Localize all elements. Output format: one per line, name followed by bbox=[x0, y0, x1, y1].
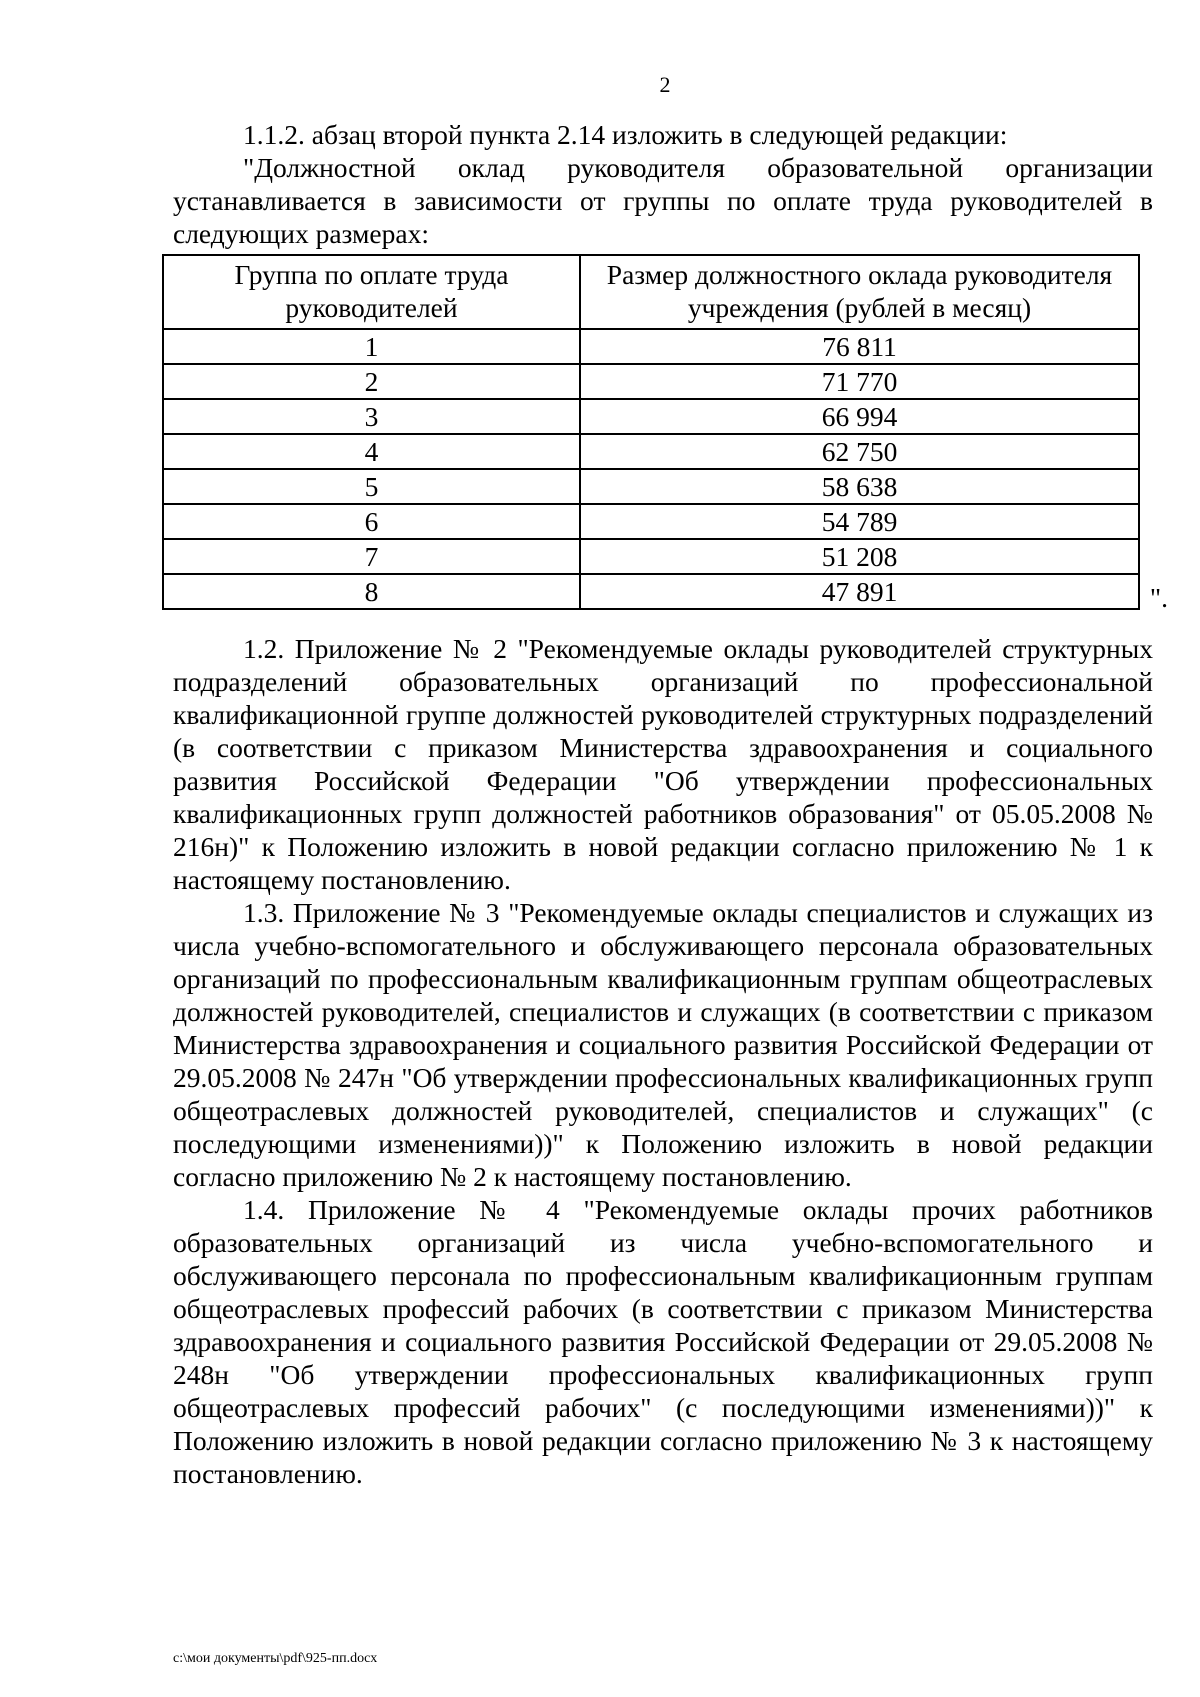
cell-group: 3 bbox=[163, 399, 580, 434]
document-body bbox=[173, 118, 1168, 1490]
table-row bbox=[163, 504, 1139, 539]
cell-salary: 51 208 bbox=[580, 539, 1139, 574]
table-row bbox=[163, 329, 1139, 364]
page-number: 2 bbox=[659, 72, 671, 97]
closing-quote: ". bbox=[1149, 582, 1168, 613]
cell-salary: 54 789 bbox=[580, 504, 1139, 539]
table-row bbox=[163, 364, 1139, 399]
paragraph-1-1-2: 1.1.2. абзац второй пункта 2.14 изложить в следующей редакции: bbox=[243, 119, 1008, 150]
cell-group: 2 bbox=[163, 364, 580, 399]
cell-group: 7 bbox=[163, 539, 580, 574]
salary-table bbox=[162, 254, 1140, 610]
cell-group: 5 bbox=[163, 469, 580, 504]
cell-group: 1 bbox=[163, 329, 580, 364]
paragraph-1-4: 1.4. Приложение № 4 "Рекомендуемые оклады прочих работников образовательных организаций из числа учебно-вспомогательного и обслуживающего персонала по профессиональным квалификационным группам общеотраслевых профессий рабочих (в соответствии с приказом Министерства здравоохранения и социального развития Российской Федерации от 29.05.2008 № 248н "Об утверждении профессиональных квалификационных групп общеотраслевых профессий рабочих" (с последующими изменениями))" к Положению изложить в новой редакции согласно приложению № 3 к настоящему постановлению. bbox=[173, 1194, 1153, 1489]
cell-salary: 47 891 bbox=[580, 574, 1139, 609]
header-salary: Размер должностного оклада руководителя учреждения (рублей в месяц) bbox=[580, 255, 1139, 329]
cell-salary: 58 638 bbox=[580, 469, 1139, 504]
salary-table-wrapper bbox=[162, 254, 1168, 613]
paragraph-1-3: 1.3. Приложение № 3 "Рекомендуемые оклады специалистов и служащих из числа учебно-вспомогательного и обслуживающего персонала образовательных организаций по профессиональным квалификационным группам общеотраслевых должностей руководителей, специалистов и служащих (в соответствии с приказом Министерства здравоохранения и социального развития Российской Федерации от 29.05.2008 № 247н "Об утверждении профессиональных квалификационных групп общеотраслевых должностей руководителей, специалистов и служащих" (с последующими изменениями))" к Положению изложить в новой редакции согласно приложению № 2 к настоящему постановлению. bbox=[173, 897, 1153, 1192]
cell-salary: 71 770 bbox=[580, 364, 1139, 399]
header-group: Группа по оплате труда руководителей bbox=[163, 255, 580, 329]
cell-group: 4 bbox=[163, 434, 580, 469]
cell-salary: 62 750 bbox=[580, 434, 1139, 469]
table-header-row bbox=[163, 255, 1139, 329]
quoted-paragraph: "Должностной оклад руководителя образовательной организации устанавливается в зависимости от группы по оплате труда руководителей в следующих размерах: bbox=[173, 152, 1153, 249]
table-row bbox=[163, 399, 1139, 434]
cell-group: 6 bbox=[163, 504, 580, 539]
cell-group: 8 bbox=[163, 574, 580, 609]
cell-salary: 66 994 bbox=[580, 399, 1139, 434]
cell-salary: 76 811 bbox=[580, 329, 1139, 364]
table-row bbox=[163, 434, 1139, 469]
footer-file-path: c:\мои документы\pdf\925-пп.docx bbox=[173, 1651, 378, 1666]
table-row bbox=[163, 574, 1139, 609]
paragraph-1-2: 1.2. Приложение № 2 "Рекомендуемые оклады руководителей структурных подразделений образовательных организаций по профессиональной квалификационной группе должностей руководителей структурных подразделений (в соответствии с приказом Министерства здравоохранения и социального развития Российской Федерации "Об утверждении профессиональных квалификационных групп должностей работников образования" от 05.05.2008 № 216н)" к Положению изложить в новой редакции согласно приложению № 1 к настоящему постановлению. bbox=[173, 633, 1153, 895]
table-row bbox=[163, 469, 1139, 504]
table-row bbox=[163, 539, 1139, 574]
